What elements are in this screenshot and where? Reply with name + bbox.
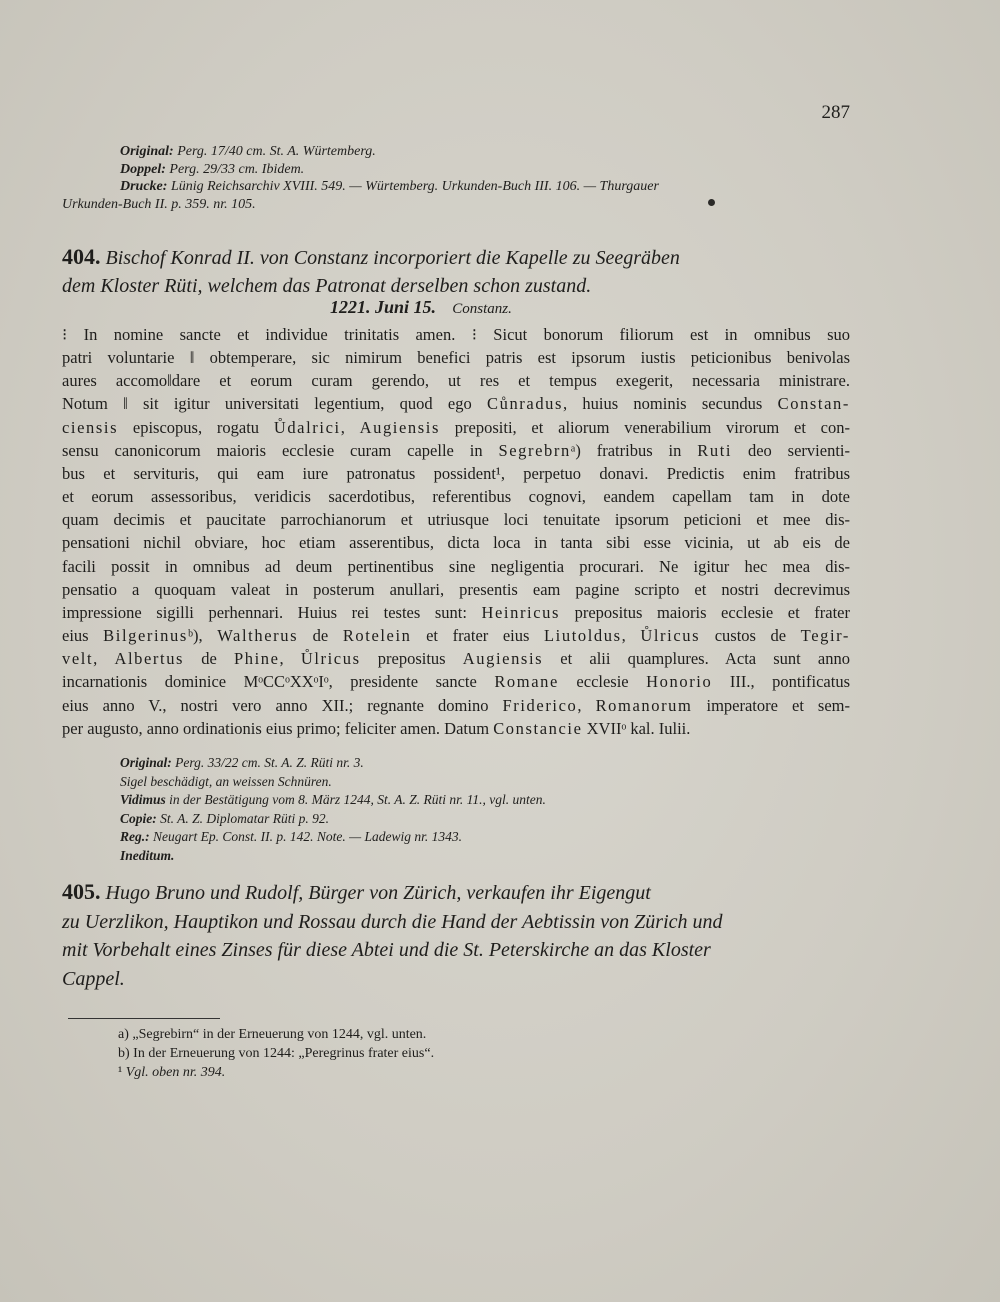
body-line xyxy=(62,508,850,531)
document-404-title-line2: dem Kloster Rüti, welchem das Patronat derselben schon zustand. xyxy=(62,275,592,297)
body-text: custos de xyxy=(700,626,801,646)
note-vidimus xyxy=(120,791,850,810)
doppel-line xyxy=(120,161,850,179)
drucke-line xyxy=(120,178,850,196)
spaced-name: Ůdalrici xyxy=(273,417,341,437)
body-text: quam decimis et paucitate parrochianorum et utriusque loci tenuitate ipsorum peticioni et mee dis- xyxy=(62,510,850,530)
spaced-name: Segrebrn xyxy=(498,440,571,460)
body-line xyxy=(62,578,850,601)
note-ineditum: Ineditum. xyxy=(120,847,175,863)
drucke-label: Drucke: xyxy=(120,179,168,194)
body-text: eius anno V., nostri vero anno XII.; regnante domino xyxy=(62,695,503,715)
body-line xyxy=(62,647,850,670)
spaced-name: velt xyxy=(62,649,94,669)
footnote-a-mark: a) xyxy=(118,1027,129,1042)
spaced-name: Liutoldus xyxy=(544,626,622,646)
body-line xyxy=(62,416,850,439)
drucke-text: Lünig Reichsarchiv XVIII. 549. — Würtemberg. Urkunden-Buch III. 106. — Thurgauer xyxy=(170,179,659,194)
footnote-rule xyxy=(68,1018,220,1019)
body-line xyxy=(62,624,850,647)
body-text: de xyxy=(184,649,234,669)
body-line xyxy=(62,485,850,508)
body-line xyxy=(62,531,850,554)
document-404-heading xyxy=(62,243,852,300)
body-text: , xyxy=(279,649,301,669)
body-text: incarnationis dominice MᵒCCᵒXXᵒIᵒ, presidente sancte xyxy=(62,672,495,692)
spaced-name: Waltherus xyxy=(217,626,299,646)
body-line xyxy=(62,369,850,392)
body-text: , xyxy=(340,417,360,437)
document-404-dateline xyxy=(330,297,730,318)
footnote-b xyxy=(118,1044,818,1063)
doppel-text: Perg. 29/33 cm. Ibidem. xyxy=(169,161,305,177)
note-copie xyxy=(120,810,850,829)
note-copie-text: St. A. Z. Diplomatar Rüti p. 92. xyxy=(160,810,330,826)
spaced-name: Rotelein xyxy=(342,626,412,646)
body-text: pensationi nichil obviare, hoc etiam asserentibus, dicta loca in tanta sibi esse vicinia, ut ab eis de xyxy=(62,533,850,553)
document-405-line1: Hugo Bruno und Rudolf, Bürger von Zürich, verkaufen ihr Eigengut xyxy=(105,882,651,904)
spaced-name: Augiensis xyxy=(462,649,544,669)
note-original-label: Original: xyxy=(120,755,172,770)
body-text: aures accomo‖dare et eorum curam gerendo, ut res et tempus exegerit, necessaria ministrare. xyxy=(62,371,850,391)
note-original-text: Perg. 33/22 cm. St. A. Z. Rüti nr. 3. xyxy=(175,755,364,770)
note-reg-label: Reg.: xyxy=(120,829,150,844)
document-404-place: Constanz. xyxy=(452,301,512,317)
body-line xyxy=(62,694,850,717)
spaced-name: Constancie xyxy=(493,718,583,738)
body-text: impressione sigilli perhennari. Huius rei testes sunt: xyxy=(62,602,482,622)
body-text: Notum ‖ sit igitur universitati legentium, quod ego xyxy=(62,394,487,414)
spaced-name: Constan- xyxy=(777,394,850,414)
spaced-name: Bilgerinus xyxy=(103,626,188,646)
spaced-name: Romane xyxy=(494,672,559,692)
spaced-name: ciensis xyxy=(62,417,119,437)
body-text: , xyxy=(577,695,596,715)
document-405-line3: mit Vorbehalt eines Zinses für diese Abtei und die St. Peterskirche an das Kloster xyxy=(62,939,711,961)
body-text: ⁝ In nomine sancte et individue trinitatis amen. ⁝ Sicut bonorum filiorum est in omnibus suo xyxy=(62,325,850,344)
original-label: Original: xyxy=(120,144,174,159)
spaced-name: Romanorum xyxy=(595,695,693,715)
body-text: sensu canonicorum maioris ecclesie curam capelle in xyxy=(62,440,499,460)
spaced-name: Phine xyxy=(233,649,280,669)
body-text: prepositus maioris ecclesie et frater xyxy=(560,602,850,622)
document-405-line4: Cappel. xyxy=(62,967,125,990)
note-copie-label: Copie: xyxy=(120,810,157,826)
body-text: XVIIᵒ kal. Iulii. xyxy=(582,718,691,738)
body-text: de xyxy=(298,626,343,646)
body-text: pensatio a quoquam valeat in posterum anullari, presentis eam pagine scripto et nostri decrevimus xyxy=(62,579,850,599)
doppel-label: Doppel: xyxy=(120,161,166,177)
spaced-name: Ruti xyxy=(697,440,733,460)
ink-dot xyxy=(708,199,715,206)
body-text: et frater eius xyxy=(411,626,544,646)
footnote-1-text: Vgl. oben nr. 394. xyxy=(125,1065,226,1080)
drucke-cont-text: Urkunden-Buch II. p. 359. nr. 105. xyxy=(62,197,256,212)
document-405-number: 405. xyxy=(62,879,101,904)
drucke-continuation xyxy=(62,196,792,214)
original-line xyxy=(120,143,850,161)
page-number: 287 xyxy=(821,102,850,123)
document-404-body xyxy=(62,323,850,740)
footnote-a xyxy=(118,1025,818,1044)
footnote-1-mark: ¹ xyxy=(118,1065,123,1080)
source-metadata-403 xyxy=(120,143,850,196)
body-line xyxy=(62,462,850,485)
body-text: , xyxy=(93,649,115,669)
body-text: facili possit in omnibus ad deum pertinentibus sine negligentia procurari. Ne igitur hec mea dis- xyxy=(62,556,850,576)
note-reg-text: Neugart Ep. Const. II. p. 142. Note. — Ladewig nr. 1343. xyxy=(153,829,463,844)
body-text: prepositi, et aliorum venerabilium virorum et con- xyxy=(440,417,850,437)
footnote-1 xyxy=(118,1063,818,1082)
spaced-name: Friderico xyxy=(502,695,578,715)
body-text: episcopus, rogatu xyxy=(118,417,274,437)
document-405-heading xyxy=(62,878,852,993)
spaced-name: Albertus xyxy=(114,649,185,669)
note-vidimus-text: in der Bestätigung vom 8. März 1244, St. A. Z. Rüti nr. 11., vgl. unten. xyxy=(169,792,546,807)
document-404-date: 1221. Juni 15. xyxy=(330,297,437,317)
spaced-name: Ůlricus xyxy=(300,649,361,669)
body-line xyxy=(62,717,850,740)
body-text: et alii quamplures. Acta sunt anno xyxy=(543,649,850,669)
spaced-name: Tegir- xyxy=(800,626,851,646)
body-text: per augusto, anno ordinationis eius primo; feliciter amen. Datum xyxy=(62,718,494,738)
document-405-line2: zu Uerzlikon, Hauptikon und Rossau durch die Hand der Aebtissin von Zürich und xyxy=(62,910,723,933)
document-404-title-line1: Bischof Konrad II. von Constanz incorporiert die Kapelle zu Seegräben xyxy=(105,247,680,269)
body-text: ᵃ) fratribus in xyxy=(570,440,698,460)
spaced-name: Ůlricus xyxy=(640,626,701,646)
document-404-number: 404. xyxy=(62,244,101,269)
body-line xyxy=(62,555,850,578)
original-text: Perg. 17/40 cm. St. A. Würtemberg. xyxy=(177,144,376,159)
note-vidimus-label: Vidimus xyxy=(120,792,166,807)
body-text: ᵇ), xyxy=(187,626,218,646)
body-text: eius xyxy=(62,626,104,646)
spaced-name: Heinricus xyxy=(481,602,561,622)
body-line xyxy=(62,601,850,624)
body-line xyxy=(62,346,850,369)
note-sigel: Sigel beschädigt, an weissen Schnüren. xyxy=(120,773,332,789)
body-text: bus et servituris, qui eam iure patronatus possident¹, perpetuo donavi. Predictis enim fratribus xyxy=(62,463,850,483)
spaced-name: Augiensis xyxy=(359,417,440,437)
footnote-b-mark: b) xyxy=(118,1046,130,1061)
body-text: III., pontificatus xyxy=(712,672,850,692)
note-original xyxy=(120,754,850,773)
body-line xyxy=(62,323,850,346)
spaced-name: Cůnradus xyxy=(487,394,564,414)
body-line xyxy=(62,670,850,693)
footnotes xyxy=(118,1025,818,1082)
document-404-notes xyxy=(120,754,850,865)
body-text: ecclesie xyxy=(558,672,647,692)
body-text: , huius nominis secundus xyxy=(563,394,778,414)
body-text: patri voluntarie ‖ obtemperare, sic nimirum benefici patris est ipsorum iustis peticionibus benivolas xyxy=(62,348,850,368)
body-text: deo servienti- xyxy=(732,440,850,460)
body-text: imperatore et sem- xyxy=(692,695,851,715)
body-text: et eorum assessoribus, veridicis sacerdotibus, referentibus cognovi, eandem capellam tam in dote xyxy=(62,487,850,507)
footnote-b-text: In der Erneuerung von 1244: „Peregrinus frater eius“. xyxy=(133,1046,435,1061)
body-text: prepositus xyxy=(360,649,463,669)
spaced-name: Honorio xyxy=(646,672,713,692)
body-text: , xyxy=(621,626,641,646)
note-reg xyxy=(120,828,850,847)
body-line xyxy=(62,392,850,415)
body-line xyxy=(62,439,850,462)
footnote-a-text: „Segrebirn“ in der Erneuerung von 1244, vgl. unten. xyxy=(132,1027,427,1042)
